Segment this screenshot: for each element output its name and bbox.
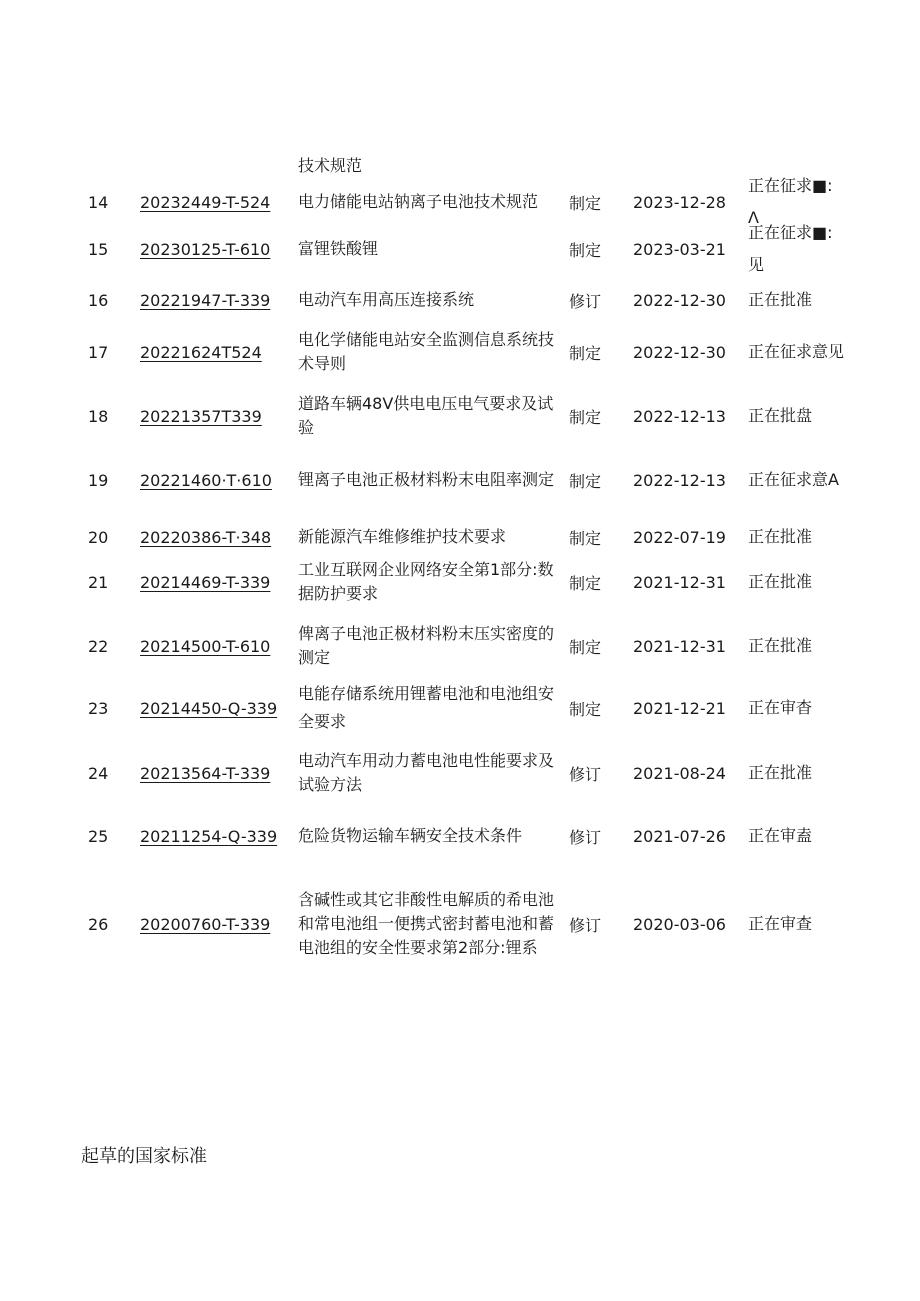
revision-type: 制定 [569, 699, 602, 719]
plan-date: 2021-12-31 [633, 572, 726, 592]
status: 正在征求■: Λ [748, 176, 833, 227]
status: 正在批准 [748, 527, 813, 546]
plan-number-link[interactable]: 20232449-T-524 [140, 192, 271, 212]
standard-name: 电化学储能电站安全监测信息系统技术导则 [298, 330, 555, 373]
standard-name: 富锂铁酸锂 [298, 239, 379, 258]
revision-type: 制定 [569, 471, 602, 491]
plan-date: 2023-12-28 [633, 192, 726, 212]
plan-date: 2021-12-31 [633, 636, 726, 656]
row-number: 17 [88, 342, 109, 362]
standard-name: 电动汽车用动力蓄电池电性能要求及试验方法 [298, 751, 555, 794]
revision-type: 制定 [569, 240, 602, 260]
revision-type: 修订 [569, 764, 602, 784]
table-row [0, 747, 920, 799]
status: 正在征求意见 [748, 342, 845, 361]
table-row [0, 557, 920, 607]
table-row [0, 284, 920, 316]
revision-type: 修订 [569, 827, 602, 847]
row-number: 23 [88, 698, 109, 718]
row-number: 19 [88, 470, 109, 490]
revision-type: 制定 [569, 573, 602, 593]
plan-date: 2022-07-19 [633, 527, 726, 547]
standard-name: 危险货物运输车辆安全技术条件 [298, 826, 523, 845]
revision-type: 制定 [569, 193, 602, 213]
standard-name: 新能源汽车维修维护技术要求 [298, 527, 507, 546]
plan-number-link[interactable]: 20211254-Q-339 [140, 826, 278, 846]
table-row [0, 390, 920, 442]
standard-name: 电力储能电站钠离子电池技术规范 [298, 192, 539, 211]
status: 正在审盍 [748, 826, 813, 845]
standard-name: 工业互联网企业网络安全第1部分:数据防护要求 [298, 560, 554, 603]
plan-number-link[interactable]: 20221357T339 [140, 406, 262, 426]
row-number: 22 [88, 636, 109, 656]
revision-type: 制定 [569, 407, 602, 427]
plan-number-link[interactable]: 20214450-Q-339 [140, 698, 278, 718]
plan-date: 2021-12-21 [633, 698, 726, 718]
status: 正在审查 [748, 914, 813, 933]
plan-number-link[interactable]: 20230125-T-610 [140, 239, 271, 259]
revision-type: 制定 [569, 343, 602, 363]
revision-type: 修订 [569, 291, 602, 311]
table-row [0, 521, 920, 553]
status: 正在批盘 [748, 406, 813, 425]
standard-name: 锂离子电池正极材料粉末电阻率测定 [298, 470, 555, 489]
table-row [0, 810, 920, 862]
table-row [0, 326, 920, 378]
continued-name-fragment: 技术规范 [298, 156, 363, 175]
row-number: 21 [88, 572, 109, 592]
row-number: 25 [88, 826, 109, 846]
table-row [0, 682, 920, 734]
plan-number-link[interactable]: 20221460·T·610 [140, 470, 272, 490]
plan-number-link[interactable]: 20214500-T-610 [140, 636, 271, 656]
revision-type: 制定 [569, 637, 602, 657]
row-number: 14 [88, 192, 109, 212]
plan-number-link[interactable]: 20220386-T·348 [140, 527, 272, 547]
plan-date: 2022-12-30 [633, 290, 726, 310]
row-number: 15 [88, 239, 109, 259]
status: 正在征求■: 见 [748, 223, 833, 274]
row-number: 24 [88, 763, 109, 783]
status: 正在批准 [748, 763, 813, 782]
standard-name: 道路车辆48V供电电压电气要求及试验 [298, 394, 554, 437]
plan-number-link[interactable]: 20214469-T-339 [140, 572, 271, 592]
plan-date: 2022-12-13 [633, 406, 726, 426]
revision-type: 制定 [569, 528, 602, 548]
row-number: 26 [88, 914, 109, 934]
table-row [0, 874, 920, 974]
table-row [0, 620, 920, 672]
status: 正在审杳 [748, 698, 813, 717]
plan-date: 2020-03-06 [633, 914, 726, 934]
standard-name: 俾离子电池正极材料粉末压实密度的测定 [298, 624, 555, 667]
standard-name: 含碱性或其它非酸性电解质的希电池和常电池组一便携式密封蓄电池和蓄电池组的安全性要求第2部分:锂系 [298, 890, 555, 957]
table-row [0, 218, 920, 280]
row-number: 18 [88, 406, 109, 426]
plan-number-link[interactable]: 20221947-T-339 [140, 290, 271, 310]
row-number: 16 [88, 290, 109, 310]
plan-date: 2021-07-26 [633, 826, 726, 846]
plan-number-link[interactable]: 20200760-T-339 [140, 914, 271, 934]
plan-number-link[interactable]: 20213564-T-339 [140, 763, 271, 783]
plan-number-link[interactable]: 20221624T524 [140, 342, 262, 362]
plan-date: 2021-08-24 [633, 763, 726, 783]
status: 正在征求意A [748, 470, 839, 489]
status: 正在批准 [748, 572, 813, 591]
revision-type: 修订 [569, 915, 602, 935]
table-row [0, 454, 920, 506]
status: 正在批准 [748, 636, 813, 655]
status: 正在批准 [748, 290, 813, 309]
plan-date: 2023-03-21 [633, 239, 726, 259]
plan-date: 2022-12-13 [633, 470, 726, 490]
plan-date: 2022-12-30 [633, 342, 726, 362]
standard-name: 电能存储系统用锂蓄电池和电池组安全要求 [298, 684, 555, 731]
standard-name: 电动汽车用高压连接系统 [298, 290, 475, 309]
section-heading: 起草的国家标准 [81, 1146, 207, 1167]
row-number: 20 [88, 527, 109, 547]
